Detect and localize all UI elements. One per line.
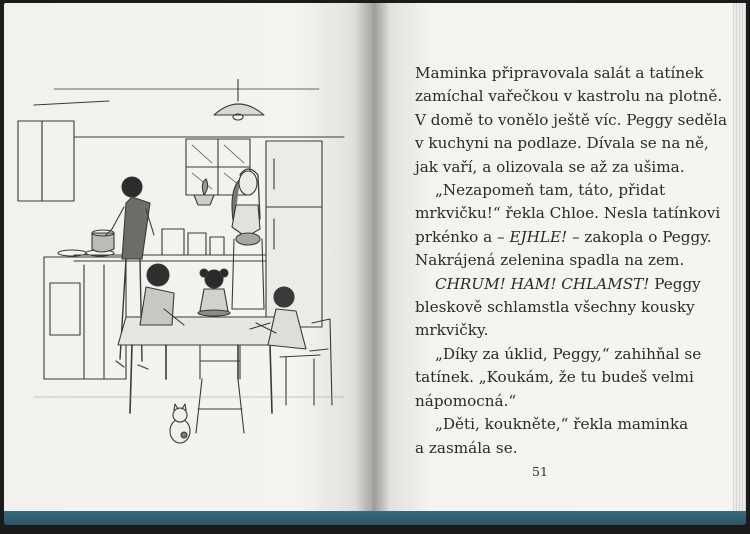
text-line [415,390,715,413]
italic-text-run: CHRUM! HAM! CHLAMST! [435,274,650,293]
italic-text-run: EJHLE! [509,227,568,246]
text-line [415,179,715,202]
text-run: mrkvičku!“ řekla Chloe. Nesla tatínkovi [415,204,721,223]
text-line [415,62,715,85]
kitchen-family-illustration [14,79,354,451]
left-page [4,3,372,513]
right-page [372,3,738,513]
text-line [415,366,715,389]
text-run: v kuchyni na podlaze. Dívala se na ně, [415,134,709,153]
text-line [415,249,715,272]
text-run: „Díky za úklid, Peggy,“ zahihňal se [435,344,702,363]
text-run: Peggy [649,274,701,293]
text-run: bleskově schlamstla všechny kousky [415,298,695,317]
text-line [415,413,715,436]
text-run: mrkvičky. [415,321,489,340]
text-line [415,156,715,179]
text-line [415,109,728,132]
text-line [415,202,721,225]
text-run: zamíchal vařečkou v kastrolu na plotně. [415,87,723,106]
book-cover-edge [4,511,746,525]
page-number: 51 [532,464,548,479]
text-run: „Nezapomeň tam, táto, přidat [435,181,666,200]
text-run: Nakrájená zelenina spadla na zem. [415,251,685,270]
text-run: V domě to vonělo ještě víc. Peggy seděla [415,110,728,129]
page-edges [733,3,746,513]
text-run: Maminka připravovala salát a tatínek [415,64,704,82]
story-text [415,62,728,460]
text-line [415,343,715,366]
text-line [415,296,715,319]
open-book [4,3,746,523]
text-run: a zasmála se. [415,438,518,457]
text-run: – zakopla o Peggy. [567,227,712,246]
text-line [415,437,715,460]
text-run: nápomocná.“ [415,391,517,410]
text-line [415,132,715,155]
text-run: tatínek. „Koukám, že tu budeš velmi [415,368,694,387]
text-line [415,226,715,249]
text-line [415,319,715,342]
text-run: „Děti, koukněte,“ řekla maminka [435,415,689,434]
text-run: jak vaří, a olizovala se až za ušima. [415,157,685,176]
text-line [415,85,723,108]
text-line [415,273,715,296]
text-run: prkénko a – [415,227,510,246]
